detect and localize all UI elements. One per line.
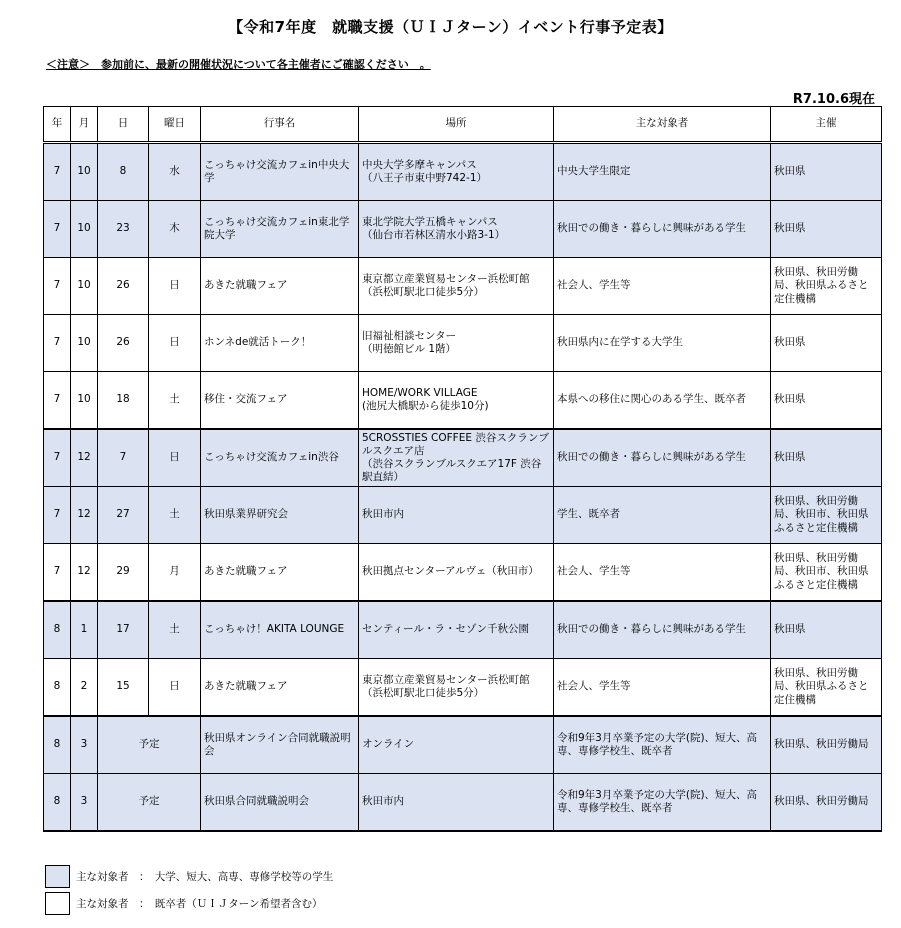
cell-target: 秋田での働き・暮らしに興味がある学生: [554, 429, 771, 487]
cell-place: 5CROSSTIES COFFEE 渋谷スクランブルスクエア店 （渋谷スクランブルスクエア17F 渋谷駅直結）: [359, 429, 554, 487]
notice-text: ＜注意＞ 参加前に、最新の開催状況について各主催者にご確認ください 。: [46, 58, 431, 71]
cell-month: 10: [71, 201, 98, 258]
page-title: 【令和7年度 就職支援（ＵＩＪターン）イベント行事予定表】: [228, 18, 673, 36]
cell-place: 秋田市内: [359, 774, 554, 832]
table-row: [44, 487, 882, 544]
cell-weekday: 木: [149, 201, 201, 258]
cell-month: 10: [71, 315, 98, 372]
cell-weekday: 月: [149, 544, 201, 602]
cell-place: オンライン: [359, 716, 554, 774]
cell-host: 秋田県、秋田労働局、秋田県ふるさと定住機構: [771, 659, 882, 717]
cell-host: 秋田県、秋田労働局: [771, 716, 882, 774]
cell-date-tbd: 予定: [98, 774, 201, 832]
cell-weekday: 土: [149, 601, 201, 659]
cell-day: 29: [98, 544, 149, 602]
cell-year: 8: [44, 716, 71, 774]
legend-label: 主な対象者 ： 大学、短大、高専、専修学校等の学生: [76, 871, 334, 883]
cell-month: 2: [71, 659, 98, 717]
table-row: [44, 143, 882, 201]
cell-month: 1: [71, 601, 98, 659]
cell-day: 27: [98, 487, 149, 544]
cell-event: ホンネde就活トーク！: [201, 315, 359, 372]
cell-month: 10: [71, 372, 98, 430]
cell-day: 18: [98, 372, 149, 430]
header-day: 日: [98, 107, 149, 143]
legend-swatch-highlight: [45, 865, 70, 888]
cell-event: こっちゃけ交流カフェin東北学院大学: [201, 201, 359, 258]
cell-event: 秋田県業界研究会: [201, 487, 359, 544]
cell-host: 秋田県、秋田労働局: [771, 774, 882, 832]
table-row: [44, 315, 882, 372]
cell-weekday: 日: [149, 315, 201, 372]
header-weekday: 曜日: [149, 107, 201, 143]
cell-place: 秋田市内: [359, 487, 554, 544]
cell-month: 12: [71, 487, 98, 544]
cell-target: 社会人、学生等: [554, 659, 771, 717]
cell-day: 26: [98, 315, 149, 372]
cell-host: 秋田県: [771, 201, 882, 258]
cell-place: 東京都立産業貿易センター浜松町館 （浜松町駅北口徒歩5分）: [359, 258, 554, 315]
cell-event: あきた就職フェア: [201, 258, 359, 315]
cell-host: 秋田県、秋田労働局、秋田市、秋田県ふるさと定住機構: [771, 544, 882, 602]
cell-place: HOME/WORK VILLAGE (池尻大橋駅から徒歩10分): [359, 372, 554, 430]
cell-month: 10: [71, 258, 98, 315]
cell-target: 秋田県内に在学する大学生: [554, 315, 771, 372]
cell-year: 8: [44, 601, 71, 659]
cell-target: 令和9年3月卒業予定の大学(院)、短大、高専、専修学校生、既卒者: [554, 716, 771, 774]
header-place: 場所: [359, 107, 554, 143]
cell-host: 秋田県: [771, 372, 882, 430]
cell-year: 8: [44, 659, 71, 717]
cell-day: 7: [98, 429, 149, 487]
cell-host: 秋田県: [771, 143, 882, 201]
cell-target: 社会人、学生等: [554, 544, 771, 602]
table-row: [44, 544, 882, 602]
cell-year: 7: [44, 487, 71, 544]
cell-host: 秋田県、秋田労働局、秋田県ふるさと定住機構: [771, 258, 882, 315]
table-row: [44, 774, 882, 832]
as-of-date: R7.10.6現在: [792, 92, 875, 107]
legend-swatch-plain: [45, 892, 70, 915]
table-row: [44, 201, 882, 258]
cell-host: 秋田県: [771, 315, 882, 372]
cell-event: 秋田県オンライン合同就職説明会: [201, 716, 359, 774]
event-schedule-table: [43, 106, 882, 832]
cell-day: 8: [98, 143, 149, 201]
cell-month: 3: [71, 716, 98, 774]
cell-month: 10: [71, 143, 98, 201]
cell-month: 12: [71, 544, 98, 602]
cell-place: 旧福祉相談センター （明徳館ビル 1階）: [359, 315, 554, 372]
cell-target: 令和9年3月卒業予定の大学(院)、短大、高専、専修学校生、既卒者: [554, 774, 771, 832]
cell-host: 秋田県: [771, 601, 882, 659]
header-event: 行事名: [201, 107, 359, 143]
cell-year: 7: [44, 544, 71, 602]
cell-target: 中央大学生限定: [554, 143, 771, 201]
cell-year: 7: [44, 372, 71, 430]
cell-year: 7: [44, 258, 71, 315]
cell-month: 12: [71, 429, 98, 487]
cell-target: 学生、既卒者: [554, 487, 771, 544]
cell-target: 秋田での働き・暮らしに興味がある学生: [554, 601, 771, 659]
table-row: [44, 601, 882, 659]
cell-event: こっちゃけ交流カフェin中央大学: [201, 143, 359, 201]
header-host: 主催: [771, 107, 882, 143]
cell-weekday: 日: [149, 429, 201, 487]
cell-place: 秋田拠点センターアルヴェ（秋田市）: [359, 544, 554, 602]
cell-year: 8: [44, 774, 71, 832]
cell-weekday: 日: [149, 258, 201, 315]
cell-host: 秋田県、秋田労働局、秋田市、秋田県ふるさと定住機構: [771, 487, 882, 544]
cell-event: あきた就職フェア: [201, 544, 359, 602]
table-row: [44, 372, 882, 430]
cell-event: 移住・交流フェア: [201, 372, 359, 430]
cell-place: センティール・ラ・セゾン千秋公園: [359, 601, 554, 659]
cell-event: こっちゃけ！AKITA LOUNGE: [201, 601, 359, 659]
table-header-row: [44, 107, 882, 143]
cell-year: 7: [44, 429, 71, 487]
cell-target: 社会人、学生等: [554, 258, 771, 315]
cell-month: 3: [71, 774, 98, 832]
cell-event: 秋田県合同就職説明会: [201, 774, 359, 832]
cell-target: 秋田での働き・暮らしに興味がある学生: [554, 201, 771, 258]
cell-year: 7: [44, 315, 71, 372]
cell-year: 7: [44, 143, 71, 201]
legend-graduate: [45, 892, 323, 915]
header-target: 主な対象者: [554, 107, 771, 143]
cell-day: 17: [98, 601, 149, 659]
table-row: [44, 429, 882, 487]
cell-day: 26: [98, 258, 149, 315]
cell-host: 秋田県: [771, 429, 882, 487]
cell-day: 15: [98, 659, 149, 717]
legend-label: 主な対象者 ： 既卒者（ＵＩＪターン希望者含む）: [76, 898, 323, 910]
cell-date-tbd: 予定: [98, 716, 201, 774]
cell-place: 東京都立産業貿易センター浜松町館 （浜松町駅北口徒歩5分）: [359, 659, 554, 717]
table-row: [44, 258, 882, 315]
cell-place: 中央大学多摩キャンパス （八王子市東中野742-1）: [359, 143, 554, 201]
legend-student: [45, 865, 333, 888]
cell-day: 23: [98, 201, 149, 258]
table-row: [44, 659, 882, 717]
cell-weekday: 土: [149, 487, 201, 544]
cell-year: 7: [44, 201, 71, 258]
cell-place: 東北学院大学五橋キャンパス （仙台市若林区清水小路3-1）: [359, 201, 554, 258]
cell-event: こっちゃけ交流カフェin渋谷: [201, 429, 359, 487]
cell-weekday: 水: [149, 143, 201, 201]
cell-event: あきた就職フェア: [201, 659, 359, 717]
cell-target: 本県への移住に関心のある学生、既卒者: [554, 372, 771, 430]
table-row: [44, 716, 882, 774]
header-year: 年: [44, 107, 71, 143]
header-month: 月: [71, 107, 98, 143]
cell-weekday: 日: [149, 659, 201, 717]
cell-weekday: 土: [149, 372, 201, 430]
